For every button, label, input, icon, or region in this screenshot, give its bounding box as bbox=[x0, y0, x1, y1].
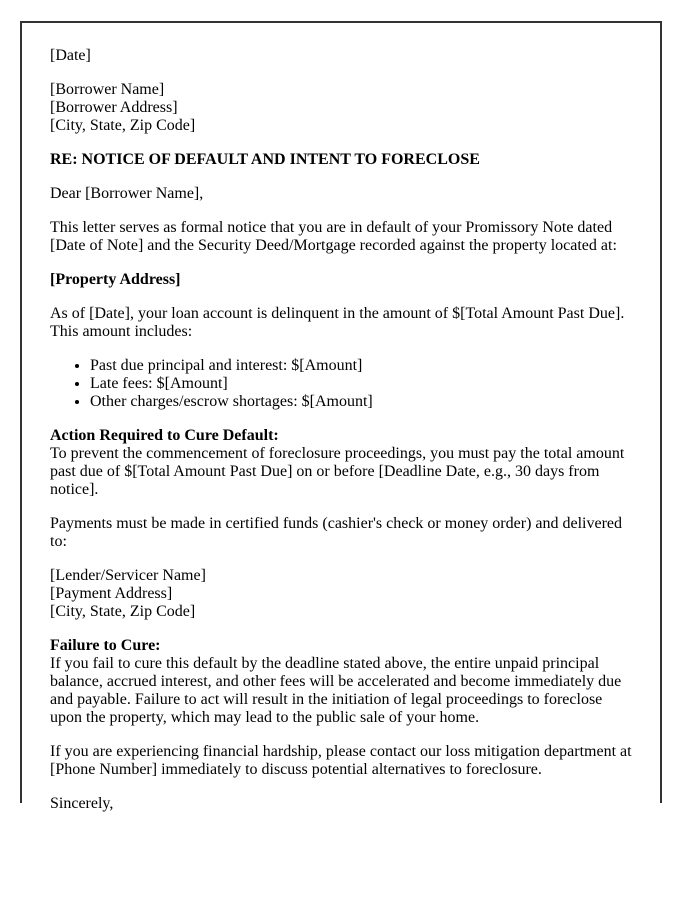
amount-breakdown-list bbox=[50, 357, 632, 411]
action-required-heading: Action Required to Cure Default: bbox=[50, 427, 279, 444]
list-item-principal-interest: • Past due principal and interest: $[Amount] bbox=[90, 357, 632, 375]
payee-address: [Payment Address] bbox=[50, 585, 173, 602]
closing-line: Sincerely, bbox=[50, 795, 114, 812]
date-line: [Date] bbox=[50, 47, 91, 64]
action-required-body: To prevent the commencement of foreclosure proceedings, you must pay the total amount past due of $[Total Amount Past Due] on or before [Deadline Date, e.g., 30 days from notice]. bbox=[50, 445, 625, 498]
list-item-late-fees: • Late fees: $[Amount] bbox=[90, 375, 632, 393]
failure-to-cure-section bbox=[50, 637, 632, 727]
payment-instructions-paragraph: Payments must be made in certified funds (cashier's check or money order) and delivered to: bbox=[50, 515, 623, 550]
subject-line: RE: NOTICE OF DEFAULT AND INTENT TO FORECLOSE bbox=[50, 151, 480, 168]
letter-frame bbox=[20, 21, 662, 812]
failure-to-cure-heading: Failure to Cure: bbox=[50, 637, 161, 654]
payee-city-state-zip: [City, State, Zip Code] bbox=[50, 603, 196, 620]
delinquency-paragraph: As of [Date], your loan account is delinquent in the amount of $[Total Amount Past Due]. This amount includes: bbox=[50, 305, 625, 340]
failure-to-cure-body: If you fail to cure this default by the deadline stated above, the entire unpaid principal balance, accrued interest, and other fees will be accelerated and become immediately due and payable. Failure to act will result in the initiation of legal proceedings to foreclose upon the property, which may lead to the public sale of your home. bbox=[50, 655, 622, 726]
intro-paragraph: This letter serves as formal notice that you are in default of your Promissory Note dated [Date of Note] and the Security Deed/Mortgage recorded against the property located at: bbox=[50, 219, 617, 254]
payee-block bbox=[50, 567, 632, 621]
action-required-section bbox=[50, 427, 632, 499]
list-item-other-charges: • Other charges/escrow shortages: $[Amount] bbox=[90, 393, 632, 411]
hardship-paragraph: If you are experiencing financial hardship, please contact our loss mitigation department at [Phone Number] immediately to discuss potential alternatives to foreclosure. bbox=[50, 743, 632, 778]
payee-name: [Lender/Servicer Name] bbox=[50, 567, 206, 584]
recipient-name: [Borrower Name] bbox=[50, 81, 165, 98]
property-address-line: [Property Address] bbox=[50, 271, 181, 288]
salutation: Dear [Borrower Name], bbox=[50, 185, 204, 202]
recipient-address: [Borrower Address] bbox=[50, 99, 178, 116]
recipient-block bbox=[50, 81, 632, 135]
recipient-city-state-zip: [City, State, Zip Code] bbox=[50, 117, 196, 134]
